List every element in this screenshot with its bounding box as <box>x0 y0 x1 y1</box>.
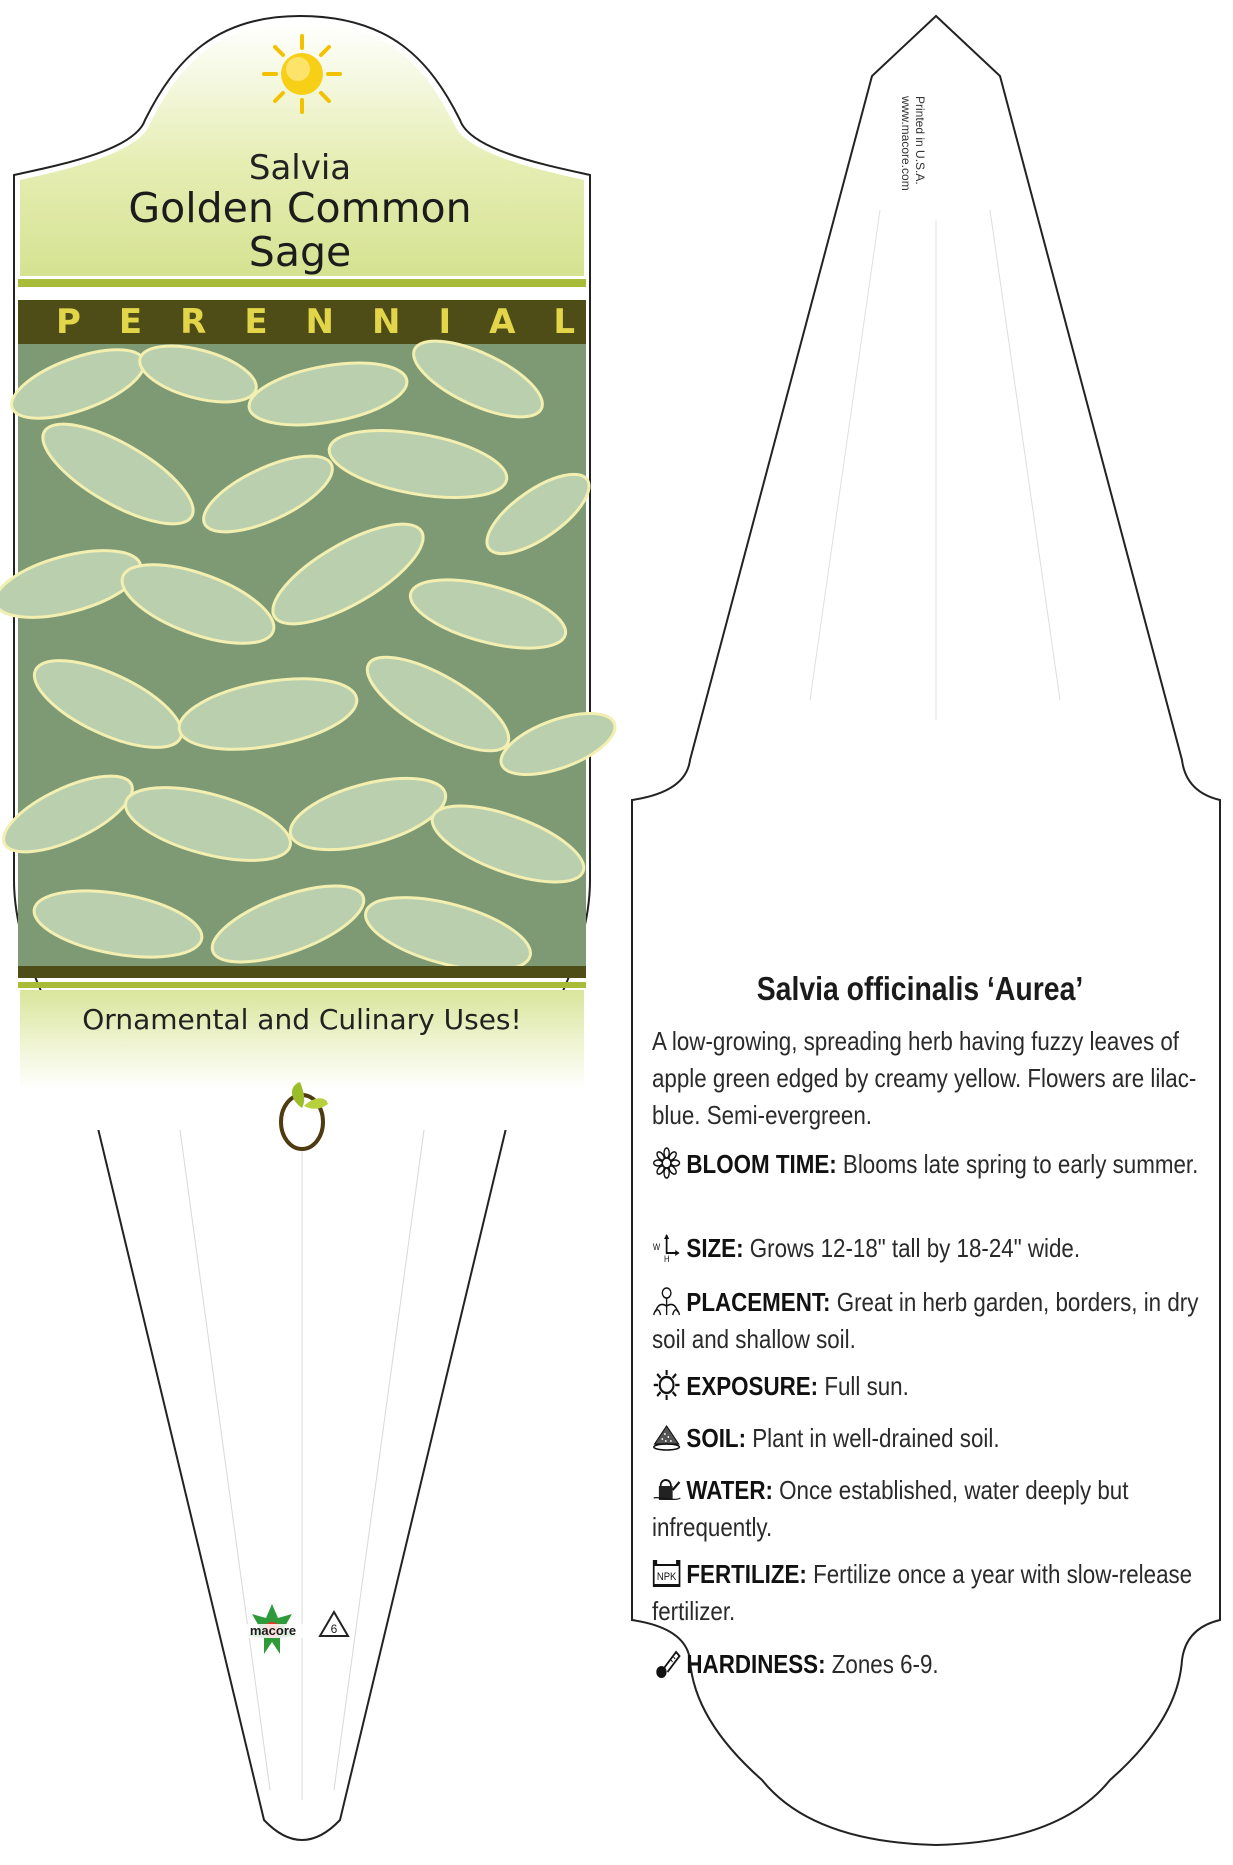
common-name-line2: Sage <box>248 228 352 276</box>
botanical-name: Salvia officinalis ‘Aurea’ <box>756 970 1084 1007</box>
svg-text:macore: macore <box>249 1623 297 1638</box>
macore-logo <box>240 1600 370 1660</box>
npk-icon <box>652 1558 681 1588</box>
svg-text:Printed in U.S.A.: Printed in U.S.A. <box>913 96 927 185</box>
svg-text:W: W <box>652 1241 661 1253</box>
common-name-line1: Golden Common <box>128 184 472 232</box>
sun-icon <box>652 1370 681 1400</box>
plant-genus: Salvia <box>248 148 352 188</box>
size-icon <box>652 1232 681 1265</box>
category-label: PERENNIAL <box>56 302 614 342</box>
attr-water: WATER: Once established, water deeply but infrequently. <box>652 1475 1129 1542</box>
slogan: Ornamental and Culinary Uses! <box>82 1003 522 1036</box>
sun-icon <box>262 34 342 114</box>
svg-text:www.macore.com: www.macore.com <box>899 96 913 191</box>
placement-icon <box>652 1286 681 1316</box>
plant-description: A low-growing, spreading herb having fuzzy leaves of apple green edged by creamy yellow. Flowers are lilac-blue. Semi-evergreen. <box>652 1026 1197 1130</box>
svg-text:6: 6 <box>330 1622 338 1636</box>
accent-stripe-bottom <box>18 982 586 988</box>
flower-icon <box>652 1148 681 1178</box>
attr-size: W H SIZE: Grows 12-18" tall by 18-24" wide. <box>652 1233 1081 1265</box>
attr-fertilize: NPK FERTILIZE: Fertilize once a year with slow-release fertilizer. <box>652 1559 1193 1626</box>
accent-stripe <box>18 279 586 287</box>
svg-text:H: H <box>664 1253 670 1265</box>
watering-can-icon <box>652 1474 681 1504</box>
svg-text:NPK: NPK <box>656 1571 677 1584</box>
plant-photo <box>18 344 586 966</box>
thermometer-icon <box>652 1648 681 1678</box>
printed-info <box>899 96 929 236</box>
attr-soil: SOIL: Plant in well-drained soil. <box>652 1420 1211 1457</box>
plant-common-name <box>40 186 560 274</box>
attr-bloom-time: BLOOM TIME: Blooms late spring to early summer. <box>652 1146 1211 1183</box>
attr-hardiness: HARDINESS: Zones 6-9. <box>652 1646 1211 1683</box>
attr-placement: PLACEMENT: Great in herb garden, borders, in dry soil and shallow soil. <box>652 1287 1199 1354</box>
soil-icon <box>652 1422 681 1452</box>
attr-exposure: EXPOSURE: Full sun. <box>652 1368 1211 1405</box>
photo-bottom-band <box>18 966 586 978</box>
plant-logo-icon <box>270 1070 334 1154</box>
